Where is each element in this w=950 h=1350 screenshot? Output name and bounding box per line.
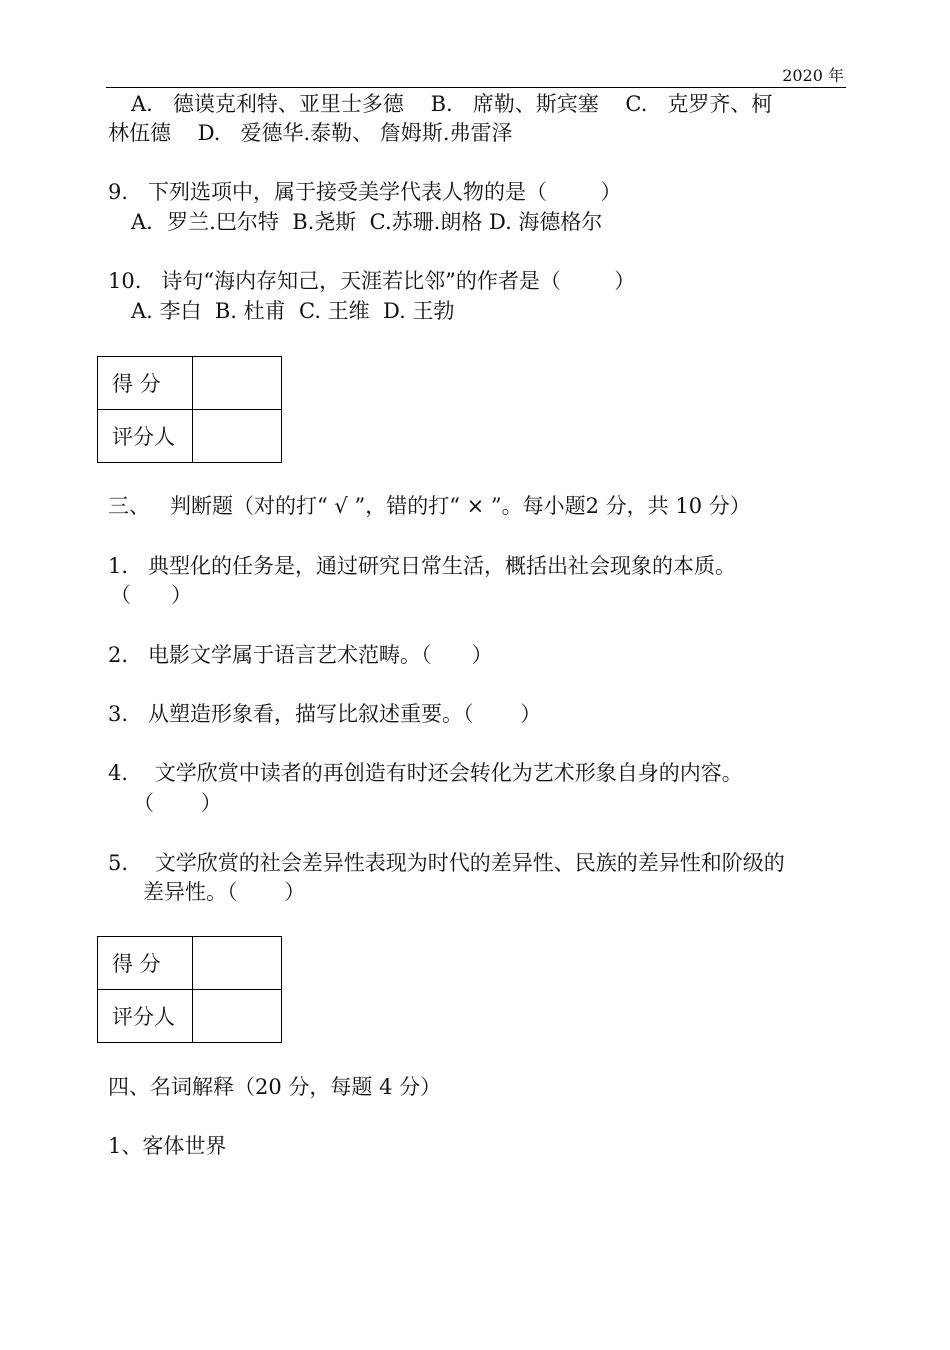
score-label: 得 分: [98, 357, 193, 410]
q10-stem: 10. 诗句“海内存知己，天涯若比邻”的作者是（ ）: [108, 269, 636, 293]
score-table-1: [97, 356, 282, 463]
grader-label: 评分人: [98, 990, 193, 1043]
grader-label: 评分人: [98, 410, 193, 463]
q9-options: A．罗兰.巴尔特 B.尧斯 C.苏珊.朗格 D. 海德格尔: [131, 210, 603, 234]
score-table-2: [97, 936, 282, 1043]
q9-stem: 9. 下列选项中，属于接受美学代表人物的是（ ）: [108, 180, 622, 204]
judgment-4: 4. 文学欣赏中读者的再创造有时还会转化为艺术形象自身的内容。: [108, 761, 743, 785]
score-value-cell[interactable]: [193, 937, 282, 990]
grader-value-cell[interactable]: [193, 410, 282, 463]
q8-options-line-1: A. 德谟克利特、亚里士多德 B. 席勒、斯宾塞 C. 克罗齐、柯: [131, 92, 773, 116]
header-rule: [106, 87, 846, 88]
term-1: 1、客体世界: [108, 1134, 227, 1158]
section-3-title: 三、 判断题（对的打“ √ ”，错的打“ × ”。每小题2 分，共 10 分）: [108, 494, 751, 518]
score-value-cell[interactable]: [193, 357, 282, 410]
judgment-3: 3. 从塑造形象看，描写比叙述重要。（ ）: [108, 702, 542, 726]
judgment-5: 5. 文学欣赏的社会差异性表现为时代的差异性、民族的差异性和阶级的: [108, 851, 785, 875]
score-label: 得 分: [98, 937, 193, 990]
header-year: 2020 年: [782, 66, 844, 85]
q8-options-line-2: 林伍德 D. 爱德华.泰勒、 詹姆斯.弗雷泽: [108, 121, 513, 145]
section-4-title: 四、名词解释（20 分，每题 4 分）: [108, 1075, 442, 1099]
judgment-5-continued: 差异性。（ ）: [143, 880, 306, 904]
judgment-1: 1. 典型化的任务是，通过研究日常生活，概括出社会现象的本质。: [108, 554, 737, 578]
judgment-2: 2. 电影文学属于语言艺术范畴。（ ）: [108, 643, 493, 667]
judgment-1-answer: （ ）: [110, 583, 193, 607]
q10-options: A. 李白 B. 杜甫 C. 王维 D. 王勃: [131, 299, 455, 323]
grader-value-cell[interactable]: [193, 990, 282, 1043]
judgment-4-answer: （ ）: [133, 791, 222, 815]
